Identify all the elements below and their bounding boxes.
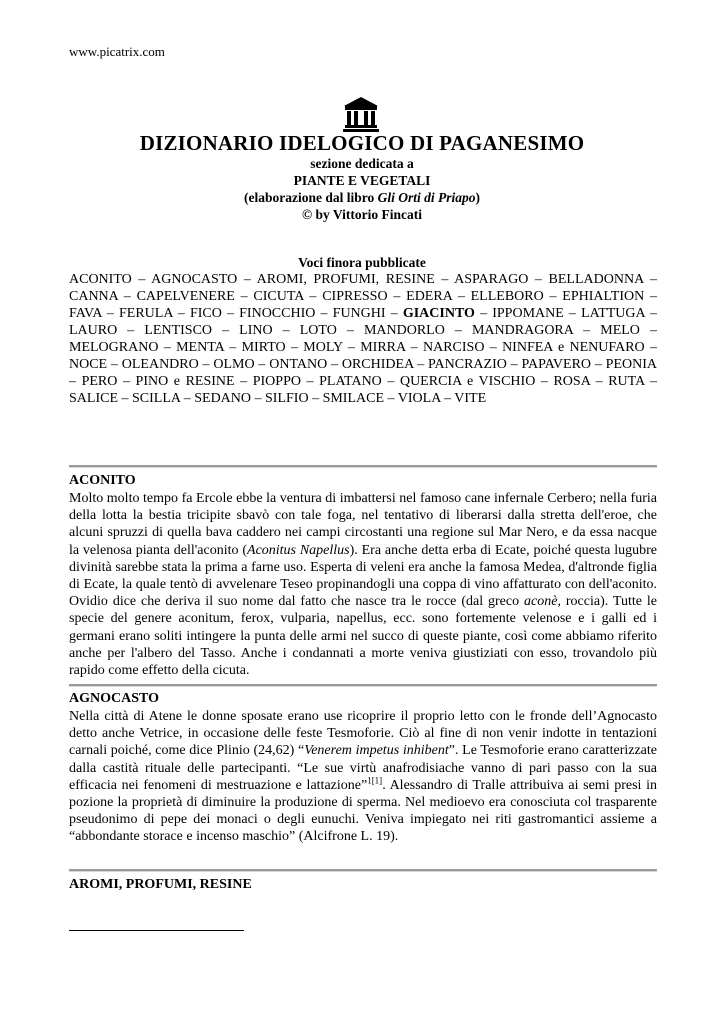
copyright-line: © by Vittorio Fincati xyxy=(302,207,422,222)
section-divider xyxy=(69,465,657,468)
footnote-ref[interactable]: 1[1] xyxy=(367,775,383,786)
section-title-aromi: AROMI, PROFUMI, RESINE xyxy=(69,877,252,892)
temple-icon xyxy=(342,95,380,133)
page-title: DIZIONARIO IDELOGICO DI PAGANESIMO xyxy=(139,131,585,155)
aconito-greek-word: aconè xyxy=(524,594,558,610)
section-body-agnocasto xyxy=(69,708,657,846)
site-url: www.picatrix.com xyxy=(69,44,165,59)
voci-list xyxy=(69,271,657,407)
voci-text-after: – IPPOMANE – LATTUGA – LAURO – LENTISCO – LINO – LOTO – MANDORLO – MANDRAGORA – MELO – MELOGRANO – MENTA – MIRTO – MOLY – MIRRA – NARCISO – NINFEA e NENUFARO – NOCE – OLEANDRO – OLMO – ONTANO – ORCHIDEA – PANCRAZIO – PAPAVERO – PEONIA – PERO – PINO e RESINE – PIOPPO – PLATANO – QUERCIA e VISCHIO – ROSA – RUTA – SALICE – SCILLA – SEDANO – SILFIO – SMILACE – VIOLA – VITE xyxy=(69,306,657,406)
section-divider xyxy=(69,869,657,872)
footnote-separator xyxy=(69,930,244,931)
source-prefix: (elaborazione dal libro xyxy=(243,190,378,205)
aconito-latin-name: Aconitus Napellus xyxy=(247,542,350,558)
voci-highlighted-entry[interactable]: GIACINTO xyxy=(402,306,475,321)
section-divider xyxy=(69,684,657,687)
agnocasto-text-2: ”. Le Tesmoforie erano caratterizzate dalla castità rituale delle partecipanti. “Le sue virtù anafrodisiache vanno di pari passo con la sua efficacia nei fenomeni di mestruazione e lattazione” xyxy=(69,743,657,793)
source-suffix: ) xyxy=(475,190,480,205)
aconito-text-2: ). Era anche detta erba di Ecate, poiché questa lugubre divinità sarebbe stata la prima a farne uso. Esperta di veleni era anche la famosa Medea, d'altronde figlia di Ecate, la quale tentò di avvelenare Teseo propinandogli una coppa di vino affatturato con dell'aconito. Ovidio dice che deriva il suo nome dal fatto che nasce tra le rocce (dal greco xyxy=(69,542,657,610)
agnocasto-text-1: Nella città di Atene le donne sposate erano use ricoprire il proprio letto con le fronde dell’Agnocasto detto anche Vetrice, in occasione delle feste Tesmoforie. Ciò al fine di non venir indotte in tentazioni carnali poiché, come dice Plinio (24,62) “ xyxy=(69,709,657,759)
voci-heading: Voci finora pubblicate xyxy=(298,255,426,270)
voci-text-before: ACONITO – AGNOCASTO – AROMI, PROFUMI, RESINE – ASPARAGO – BELLADONNA – CANNA – CAPELVENERE – CICUTA – CIPRESSO – EDERA – ELLEBORO – EPHIALTION – FAVA – FERULA – FICO – FINOCCHIO – FUNGHI – xyxy=(69,272,657,321)
aconito-text-1: Molto molto tempo fa Ercole ebbe la ventura di imbattersi nel famoso cane infernale Cerbero; nella furia della lotta la bestia tricipite sbavò con tale foga, nel tentativo di liberarsi dalla stretta dell'eroe, che alcuni spruzzi di quella bava caddero nei campi circostanti una regione sul Mar Nero, e da essa nacque la velenosa pianta dell'aconito ( xyxy=(69,491,657,558)
subtitle-section: sezione dedicata a xyxy=(310,156,414,171)
source-book-title: Gli Orti di Priapo xyxy=(377,190,476,205)
subtitle-topic: PIANTE E VEGETALI xyxy=(293,173,431,188)
agnocasto-text-3: . Alessandro di Tralle attribuiva ai semi presi in pozione la proprietà di diminuire la produzione di sperma. Nel medioevo era conosciuta col trasparente pseudonimo di pepe dei monaci o degli eunuchi. Veniva impiegato nei riti gastromantici assieme a “abbondante storace e incenso maschio” (Alcifrone L. 19). xyxy=(69,777,657,845)
agnocasto-latin-quote: Venerem impetus inhibent xyxy=(304,743,449,759)
subtitle-source xyxy=(0,190,724,206)
section-title-aconito: ACONITO xyxy=(69,473,136,488)
section-body-aconito xyxy=(69,490,657,679)
aconito-text-3: , roccia). Tutte le specie del genere aconitum, ferox, vulparia, napellus, ecc. sono fortemente velenose e i galli ed i germani erano soliti intingere la punta delle armi nel succo di queste piante, così come abbiamo riferito anche per l'albero del Tasso. Anche i condannati a morte veniva giustiziati con esso, trovandolo più rapido come effetto della cicuta. xyxy=(69,594,657,679)
section-title-agnocasto: AGNOCASTO xyxy=(69,691,159,706)
